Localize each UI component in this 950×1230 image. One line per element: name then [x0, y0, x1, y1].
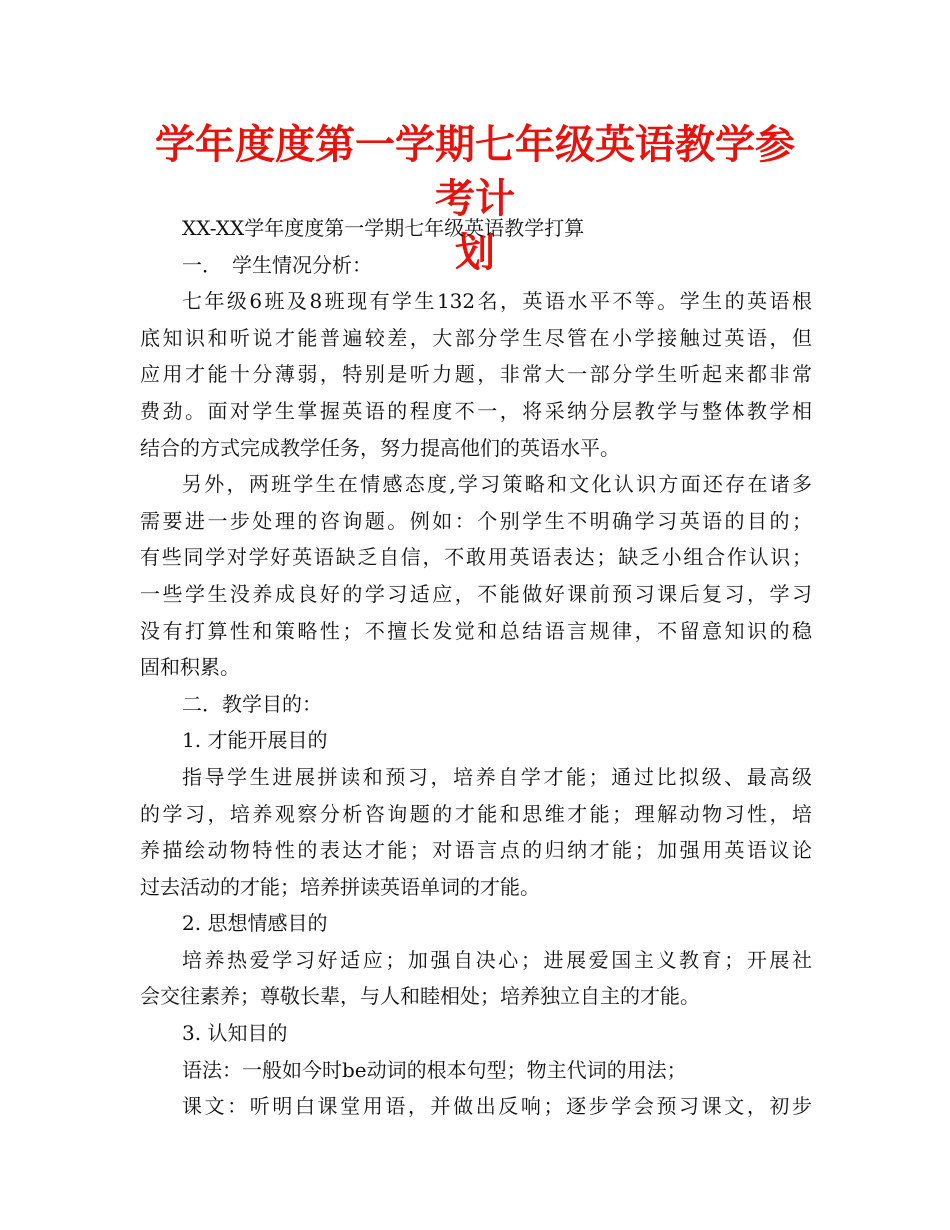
- paragraph-line: 需要进一步处理的咨询题。例如：个别学生不明确学习英语的目的；: [140, 508, 812, 533]
- section-heading-1: 一． 学生情况分析：: [182, 252, 372, 277]
- section-heading-2: 二．教学目的：: [182, 691, 322, 716]
- paragraph-line: 培养热爱学习好适应；加强自决心；进展爱国主义教育；开展社: [182, 947, 812, 972]
- paragraph-line: 一些学生没养成良好的学习适应，不能做好课前预习课后复习，学习: [140, 581, 812, 606]
- paragraph-line: 有些同学对学好英语缺乏自信，不敢用英语表达；缺乏小组合作认识；: [140, 545, 812, 570]
- paragraph-line: 过去活动的才能；培养拼读英语单词的才能。: [140, 874, 540, 899]
- title-line-2: 划: [455, 230, 495, 276]
- paragraph-line: 固和积累。: [140, 655, 240, 680]
- document-body: [140, 210, 812, 1125]
- subsection-heading-2: 2. 思想情感目的: [182, 911, 328, 936]
- paragraph-line: 指导学生进展拼读和预习，培养自学才能；通过比拟级、最高级: [182, 764, 812, 789]
- paragraph-line: 没有打算性和策略性；不擅长发觉和总结语言规律，不留意知识的稳: [140, 618, 812, 643]
- paragraph-line: 另外，两班学生在情感态度,学习策略和文化认识方面还存在诸多: [182, 472, 812, 497]
- subsection-heading-3: 3. 认知目的: [182, 1021, 288, 1046]
- paragraph-line: 的学习，培养观察分析咨询题的才能和思维才能；理解动物习性，培: [140, 801, 812, 826]
- paragraph-line: 课文：听明白课堂用语，并做出反响；逐步学会预习课文，初步: [182, 1094, 812, 1119]
- paragraph-line: 养描绘动物特性的表达才能；对语言点的归纳才能；加强用英语议论: [140, 838, 812, 863]
- paragraph-line: 语法：一般如今时be动词的根本句型；物主代词的用法；: [182, 1057, 687, 1082]
- paragraph-line: 底知识和听说才能普遍较差，大部分学生尽管在小学接触过英语，但: [140, 325, 812, 350]
- paragraph-line: 会交往素养；尊敬长辈，与人和睦相处；培养独立自主的才能。: [140, 984, 700, 1009]
- subsection-heading-1: 1. 才能开展目的: [182, 728, 328, 753]
- paragraph-line: 结合的方式完成教学任务，努力提高他们的英语水平。: [140, 435, 620, 460]
- paragraph-line: 七年级6班及8班现有学生132名，英语水平不等。学生的英语根: [182, 289, 812, 314]
- paragraph-line: 应用才能十分薄弱，特别是听力题，非常大一部分学生听起来都非常: [140, 362, 812, 387]
- paragraph-line: 费劲。面对学生掌握英语的程度不一，将采纳分层教学与整体教学相: [140, 398, 812, 423]
- subtitle-line: XX-XX学年度度第一学期七年级英语教学打算: [182, 216, 585, 240]
- title-line-1: 学年度度第一学期七年级英语教学参考计: [155, 122, 795, 222]
